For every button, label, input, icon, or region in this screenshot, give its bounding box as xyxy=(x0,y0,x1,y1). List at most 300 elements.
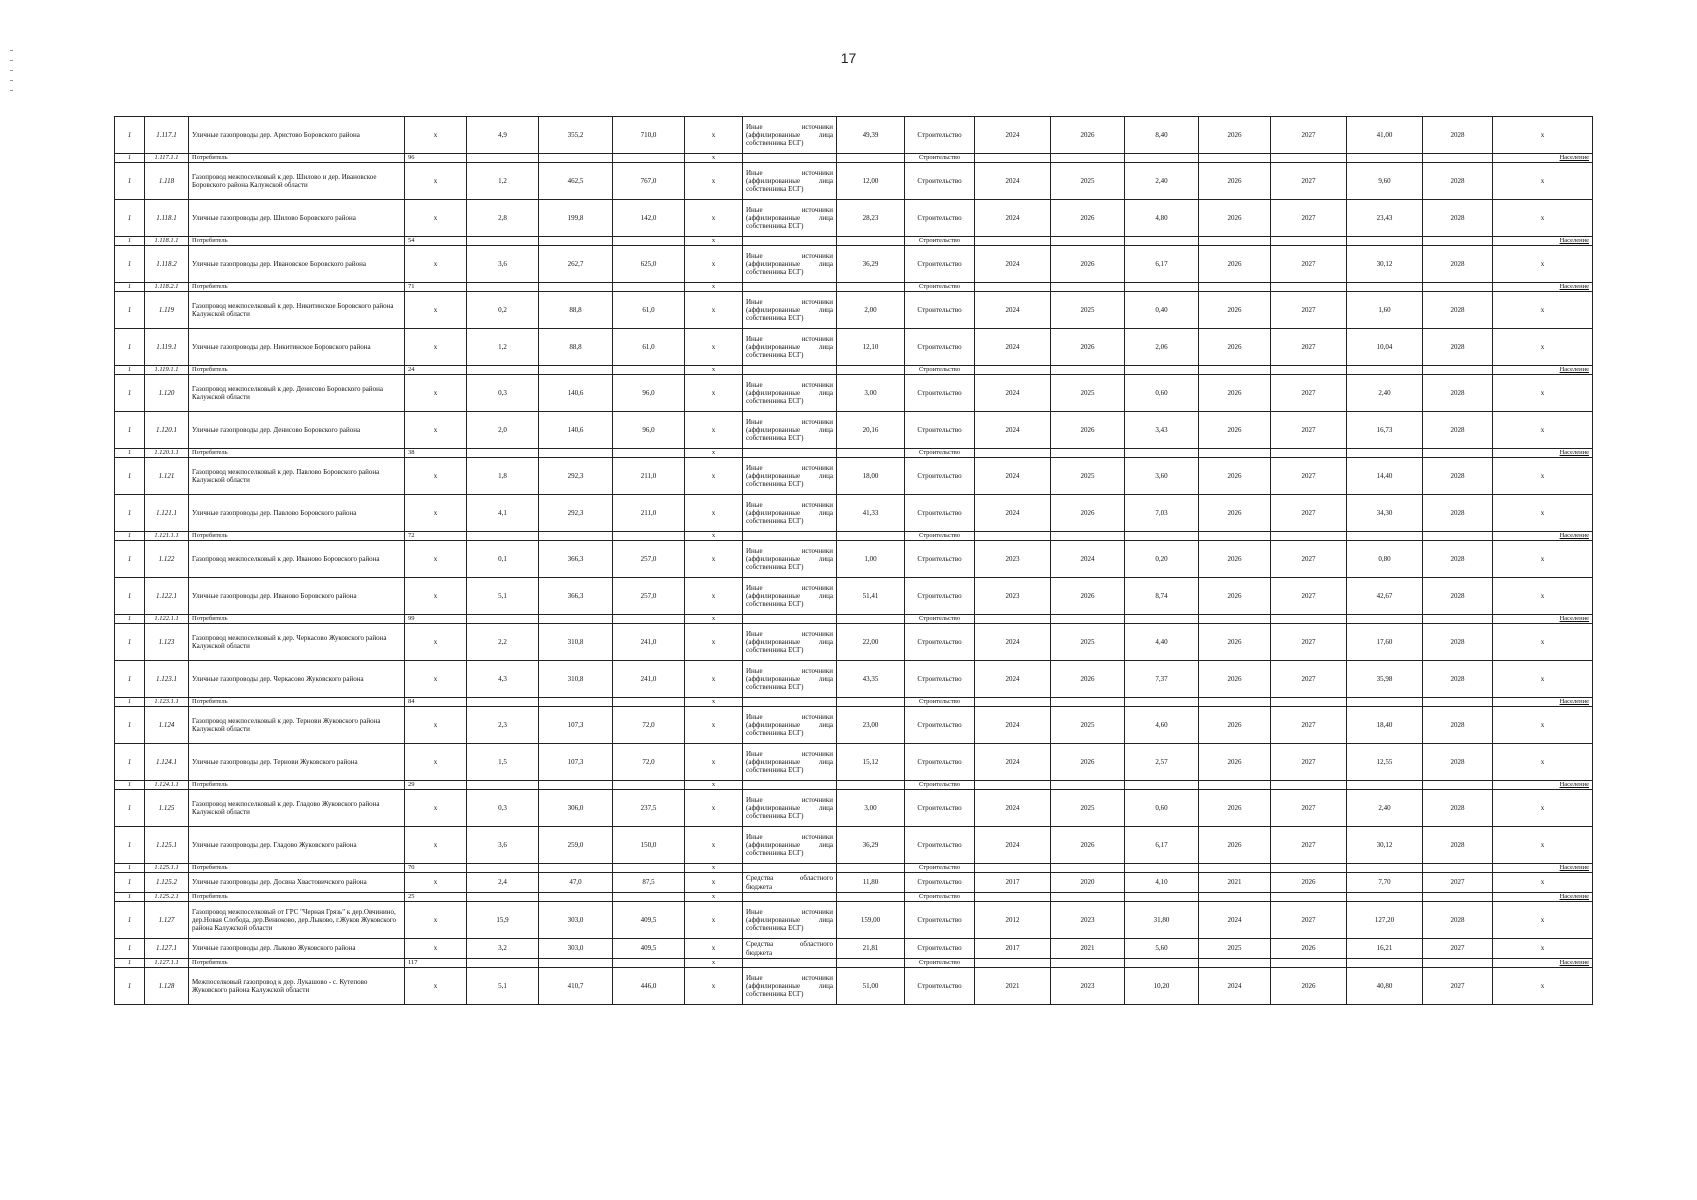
cell-code: 1.123 xyxy=(145,624,189,661)
cell-c1: 1 xyxy=(115,959,145,968)
cell-last: Население xyxy=(1493,237,1593,246)
cell-y2: 2025 xyxy=(1051,458,1125,495)
cell-c7 xyxy=(613,154,685,163)
cell-c6: 259,0 xyxy=(539,827,613,864)
cell-v2: 2,40 xyxy=(1347,790,1423,827)
cell-code: 1.118.2.1 xyxy=(145,283,189,292)
cell-y5: 2028 xyxy=(1423,827,1493,864)
table-body xyxy=(115,117,1593,1005)
cell-y1: 2024 xyxy=(975,744,1051,781)
cell-stage: Строительство xyxy=(905,968,975,1005)
cell-y2 xyxy=(1051,959,1125,968)
cell-name: Газопровод межпоселковый к дер. Никитинское Боровского района Калужской области xyxy=(189,292,405,329)
cell-name: Потребитель xyxy=(189,532,405,541)
cell-v2: 14,40 xyxy=(1347,458,1423,495)
cell-y1: 2024 xyxy=(975,624,1051,661)
cell-stage: Строительство xyxy=(905,744,975,781)
consumer-row xyxy=(115,154,1593,163)
cell-last: х xyxy=(1493,902,1593,939)
cell-y5: 2028 xyxy=(1423,902,1493,939)
cell-length: 4,3 xyxy=(467,661,539,698)
cell-amount: 51,00 xyxy=(837,968,905,1005)
cell-length: 5,1 xyxy=(467,968,539,1005)
cell-c7 xyxy=(613,698,685,707)
cell-c6: 107,3 xyxy=(539,707,613,744)
cell-v1 xyxy=(1125,864,1199,873)
cell-source: Иные источники (аффилированные лица собственника ЕСГ) xyxy=(743,707,837,744)
cell-c4: 72 xyxy=(405,532,467,541)
cell-source: Средства областного бюджета xyxy=(743,939,837,959)
cell-c7 xyxy=(613,781,685,790)
cell-source: Иные источники (аффилированные лица собственника ЕСГ) xyxy=(743,541,837,578)
cell-stage: Строительство xyxy=(905,790,975,827)
cell-code: 1.122.1 xyxy=(145,578,189,615)
cell-name: Потребитель xyxy=(189,893,405,902)
cell-c7: 446,0 xyxy=(613,968,685,1005)
cell-c6 xyxy=(539,864,613,873)
cell-amount xyxy=(837,449,905,458)
cell-c1: 1 xyxy=(115,698,145,707)
cell-length: 1,2 xyxy=(467,329,539,366)
cell-y5: 2028 xyxy=(1423,578,1493,615)
cell-amount xyxy=(837,864,905,873)
cell-y4 xyxy=(1271,781,1347,790)
cell-y3: 2026 xyxy=(1199,495,1271,532)
cell-c4: х xyxy=(405,412,467,449)
cell-y2: 2026 xyxy=(1051,329,1125,366)
cell-stage: Строительство xyxy=(905,578,975,615)
cell-source xyxy=(743,698,837,707)
cell-code: 1.123.1.1 xyxy=(145,698,189,707)
cell-c6: 262,7 xyxy=(539,246,613,283)
cell-c8: х xyxy=(685,893,743,902)
cell-y1: 2023 xyxy=(975,578,1051,615)
cell-c8: х xyxy=(685,827,743,864)
cell-v2 xyxy=(1347,283,1423,292)
cell-last: х xyxy=(1493,117,1593,154)
cell-name: Потребитель xyxy=(189,781,405,790)
cell-last: х xyxy=(1493,412,1593,449)
cell-c4: х xyxy=(405,790,467,827)
cell-y3: 2026 xyxy=(1199,375,1271,412)
cell-y5 xyxy=(1423,781,1493,790)
table-row xyxy=(115,624,1593,661)
cell-length xyxy=(467,959,539,968)
cell-length: 0,3 xyxy=(467,790,539,827)
cell-v2 xyxy=(1347,893,1423,902)
table-row xyxy=(115,707,1593,744)
cell-source: Иные источники (аффилированные лица собственника ЕСГ) xyxy=(743,246,837,283)
cell-y4 xyxy=(1271,449,1347,458)
cell-source xyxy=(743,532,837,541)
cell-y4 xyxy=(1271,864,1347,873)
cell-c1: 1 xyxy=(115,329,145,366)
table-row xyxy=(115,873,1593,893)
cell-y1 xyxy=(975,283,1051,292)
cell-source: Иные источники (аффилированные лица собственника ЕСГ) xyxy=(743,902,837,939)
cell-c6 xyxy=(539,366,613,375)
cell-amount: 49,39 xyxy=(837,117,905,154)
cell-y4: 2027 xyxy=(1271,661,1347,698)
cell-amount: 3,00 xyxy=(837,790,905,827)
cell-v2: 30,12 xyxy=(1347,246,1423,283)
cell-length: 4,1 xyxy=(467,495,539,532)
cell-name: Газопровод межпоселковый к дер. Черкасово Жуковского района Калужской области xyxy=(189,624,405,661)
cell-stage: Строительство xyxy=(905,698,975,707)
cell-y2: 2025 xyxy=(1051,624,1125,661)
cell-source: Иные источники (аффилированные лица собственника ЕСГ) xyxy=(743,578,837,615)
cell-c4: 117 xyxy=(405,959,467,968)
cell-name: Потребитель xyxy=(189,449,405,458)
cell-y3 xyxy=(1199,698,1271,707)
consumer-row xyxy=(115,237,1593,246)
cell-code: 1.121.1.1 xyxy=(145,532,189,541)
cell-y5: 2028 xyxy=(1423,163,1493,200)
cell-c4: х xyxy=(405,292,467,329)
cell-c6: 306,0 xyxy=(539,790,613,827)
cell-y4 xyxy=(1271,532,1347,541)
cell-v1: 4,10 xyxy=(1125,873,1199,893)
cell-y1 xyxy=(975,366,1051,375)
cell-y4 xyxy=(1271,283,1347,292)
cell-c7 xyxy=(613,893,685,902)
cell-last: х xyxy=(1493,292,1593,329)
cell-length xyxy=(467,864,539,873)
cell-c4: х xyxy=(405,902,467,939)
cell-amount: 21,81 xyxy=(837,939,905,959)
cell-name: Потребитель xyxy=(189,283,405,292)
cell-c1: 1 xyxy=(115,237,145,246)
cell-amount: 51,41 xyxy=(837,578,905,615)
cell-c1: 1 xyxy=(115,744,145,781)
cell-c6: 88,8 xyxy=(539,292,613,329)
cell-stage: Строительство xyxy=(905,827,975,864)
cell-c6: 292,3 xyxy=(539,495,613,532)
consumer-row xyxy=(115,959,1593,968)
cell-y3: 2026 xyxy=(1199,661,1271,698)
cell-y4: 2027 xyxy=(1271,412,1347,449)
cell-code: 1.125.1.1 xyxy=(145,864,189,873)
cell-y1: 2017 xyxy=(975,873,1051,893)
cell-c1: 1 xyxy=(115,532,145,541)
cell-y5 xyxy=(1423,154,1493,163)
cell-y3: 2025 xyxy=(1199,939,1271,959)
cell-c4: х xyxy=(405,163,467,200)
cell-v2: 41,00 xyxy=(1347,117,1423,154)
cell-name: Потребитель xyxy=(189,237,405,246)
cell-c8: х xyxy=(685,698,743,707)
cell-c8: х xyxy=(685,163,743,200)
cell-code: 1.127 xyxy=(145,902,189,939)
cell-y2 xyxy=(1051,864,1125,873)
cell-c1: 1 xyxy=(115,495,145,532)
cell-amount: 36,29 xyxy=(837,246,905,283)
consumer-row xyxy=(115,449,1593,458)
cell-v2: 9,60 xyxy=(1347,163,1423,200)
cell-source: Иные источники (аффилированные лица собственника ЕСГ) xyxy=(743,375,837,412)
cell-c6: 366,3 xyxy=(539,541,613,578)
cell-y4: 2026 xyxy=(1271,873,1347,893)
cell-code: 1.119 xyxy=(145,292,189,329)
cell-y5: 2028 xyxy=(1423,458,1493,495)
cell-y5: 2028 xyxy=(1423,246,1493,283)
cell-name: Газопровод межпоселковый к дер. Гладово Жуковского района Калужской области xyxy=(189,790,405,827)
cell-c7: 710,0 xyxy=(613,117,685,154)
cell-stage: Строительство xyxy=(905,532,975,541)
cell-c6 xyxy=(539,154,613,163)
cell-y5 xyxy=(1423,449,1493,458)
cell-c8: х xyxy=(685,968,743,1005)
cell-source: Иные источники (аффилированные лица собственника ЕСГ) xyxy=(743,200,837,237)
cell-amount xyxy=(837,698,905,707)
cell-stage: Строительство xyxy=(905,873,975,893)
cell-y2: 2026 xyxy=(1051,827,1125,864)
cell-c6: 140,6 xyxy=(539,412,613,449)
cell-v1 xyxy=(1125,366,1199,375)
cell-stage: Строительство xyxy=(905,412,975,449)
cell-c8: х xyxy=(685,615,743,624)
cell-stage: Строительство xyxy=(905,329,975,366)
cell-c1: 1 xyxy=(115,939,145,959)
cell-last: х xyxy=(1493,200,1593,237)
cell-c7: 767,0 xyxy=(613,163,685,200)
cell-y2: 2026 xyxy=(1051,661,1125,698)
cell-y1: 2024 xyxy=(975,458,1051,495)
table-row xyxy=(115,117,1593,154)
cell-c4: 71 xyxy=(405,283,467,292)
cell-v1: 4,40 xyxy=(1125,624,1199,661)
cell-v2: 7,70 xyxy=(1347,873,1423,893)
cell-c4: 84 xyxy=(405,698,467,707)
cell-c6: 310,8 xyxy=(539,624,613,661)
cell-name: Газопровод межпоселковый к дер. Иваново Боровского района xyxy=(189,541,405,578)
cell-stage: Строительство xyxy=(905,939,975,959)
cell-source xyxy=(743,615,837,624)
cell-last: Население xyxy=(1493,615,1593,624)
cell-amount: 28,23 xyxy=(837,200,905,237)
cell-y3: 2026 xyxy=(1199,707,1271,744)
cell-code: 1.118 xyxy=(145,163,189,200)
cell-c7: 241,0 xyxy=(613,661,685,698)
cell-v2: 42,67 xyxy=(1347,578,1423,615)
cell-v1: 5,60 xyxy=(1125,939,1199,959)
cell-c6: 88,8 xyxy=(539,329,613,366)
cell-code: 1.127.1.1 xyxy=(145,959,189,968)
cell-name: Потребитель xyxy=(189,864,405,873)
cell-v1: 7,37 xyxy=(1125,661,1199,698)
cell-length xyxy=(467,154,539,163)
cell-c6: 355,2 xyxy=(539,117,613,154)
cell-c8: х xyxy=(685,790,743,827)
cell-source: Иные источники (аффилированные лица собственника ЕСГ) xyxy=(743,458,837,495)
cell-amount xyxy=(837,366,905,375)
cell-c7: 211,0 xyxy=(613,495,685,532)
cell-y3: 2026 xyxy=(1199,624,1271,661)
cell-v1: 3,60 xyxy=(1125,458,1199,495)
cell-last: Население xyxy=(1493,781,1593,790)
cell-last: х xyxy=(1493,827,1593,864)
cell-y2 xyxy=(1051,237,1125,246)
consumer-row xyxy=(115,283,1593,292)
cell-y2 xyxy=(1051,698,1125,707)
cell-code: 1.117.1 xyxy=(145,117,189,154)
cell-last: х xyxy=(1493,939,1593,959)
cell-code: 1.122 xyxy=(145,541,189,578)
data-table xyxy=(114,116,1593,1005)
scan-margin-marks xyxy=(10,50,14,110)
cell-c7: 257,0 xyxy=(613,541,685,578)
cell-c1: 1 xyxy=(115,615,145,624)
cell-y4: 2027 xyxy=(1271,375,1347,412)
cell-c1: 1 xyxy=(115,893,145,902)
cell-source xyxy=(743,893,837,902)
cell-last: х xyxy=(1493,624,1593,661)
cell-amount: 15,12 xyxy=(837,744,905,781)
cell-c8: х xyxy=(685,200,743,237)
cell-y3: 2026 xyxy=(1199,578,1271,615)
cell-v1: 0,40 xyxy=(1125,292,1199,329)
cell-c4: х xyxy=(405,827,467,864)
cell-c6 xyxy=(539,781,613,790)
cell-stage: Строительство xyxy=(905,781,975,790)
cell-amount xyxy=(837,893,905,902)
cell-stage: Строительство xyxy=(905,292,975,329)
cell-v2 xyxy=(1347,864,1423,873)
cell-amount: 3,00 xyxy=(837,375,905,412)
cell-v1: 4,60 xyxy=(1125,707,1199,744)
cell-v1: 2,57 xyxy=(1125,744,1199,781)
cell-v1: 8,40 xyxy=(1125,117,1199,154)
cell-y3 xyxy=(1199,283,1271,292)
cell-c7: 237,5 xyxy=(613,790,685,827)
cell-c7: 409,5 xyxy=(613,902,685,939)
cell-c8: х xyxy=(685,781,743,790)
cell-c4: х xyxy=(405,200,467,237)
cell-y3 xyxy=(1199,366,1271,375)
cell-length xyxy=(467,781,539,790)
cell-c4: х xyxy=(405,578,467,615)
cell-source: Иные источники (аффилированные лица собственника ЕСГ) xyxy=(743,117,837,154)
cell-c7: 257,0 xyxy=(613,578,685,615)
cell-c4: х xyxy=(405,329,467,366)
cell-y3: 2024 xyxy=(1199,902,1271,939)
cell-y5 xyxy=(1423,959,1493,968)
cell-c4: х xyxy=(405,458,467,495)
cell-y5: 2028 xyxy=(1423,200,1493,237)
cell-v2 xyxy=(1347,532,1423,541)
cell-v2 xyxy=(1347,449,1423,458)
cell-y2: 2026 xyxy=(1051,578,1125,615)
cell-y3 xyxy=(1199,154,1271,163)
cell-source: Иные источники (аффилированные лица собственника ЕСГ) xyxy=(743,292,837,329)
cell-y3: 2024 xyxy=(1199,968,1271,1005)
cell-y1: 2024 xyxy=(975,707,1051,744)
cell-name: Потребитель xyxy=(189,959,405,968)
cell-v1: 0,60 xyxy=(1125,790,1199,827)
cell-source xyxy=(743,154,837,163)
cell-c4: х xyxy=(405,707,467,744)
table-row xyxy=(115,200,1593,237)
cell-c8: х xyxy=(685,707,743,744)
page-number: 17 xyxy=(840,50,857,66)
cell-y3 xyxy=(1199,781,1271,790)
cell-v2: 40,80 xyxy=(1347,968,1423,1005)
table-row xyxy=(115,412,1593,449)
investment-program-table xyxy=(114,116,1592,1005)
cell-length: 0,3 xyxy=(467,375,539,412)
cell-source xyxy=(743,449,837,458)
cell-last: х xyxy=(1493,495,1593,532)
cell-c7: 96,0 xyxy=(613,412,685,449)
cell-y1: 2024 xyxy=(975,495,1051,532)
cell-y3: 2026 xyxy=(1199,163,1271,200)
cell-y1 xyxy=(975,893,1051,902)
cell-v2: 1,60 xyxy=(1347,292,1423,329)
cell-y2: 2025 xyxy=(1051,790,1125,827)
cell-name: Уличные газопроводы дер. Лыково Жуковского района xyxy=(189,939,405,959)
cell-last: х xyxy=(1493,661,1593,698)
table-row xyxy=(115,827,1593,864)
cell-y3 xyxy=(1199,449,1271,458)
cell-code: 1.123.1 xyxy=(145,661,189,698)
cell-amount: 159,00 xyxy=(837,902,905,939)
cell-c7: 150,0 xyxy=(613,827,685,864)
cell-c1: 1 xyxy=(115,154,145,163)
cell-v1: 10,20 xyxy=(1125,968,1199,1005)
cell-y4: 2026 xyxy=(1271,939,1347,959)
cell-source: Иные источники (аффилированные лица собственника ЕСГ) xyxy=(743,968,837,1005)
cell-last: х xyxy=(1493,968,1593,1005)
cell-y5 xyxy=(1423,615,1493,624)
cell-y1: 2017 xyxy=(975,939,1051,959)
cell-length: 3,6 xyxy=(467,246,539,283)
cell-c8: х xyxy=(685,412,743,449)
cell-y4: 2027 xyxy=(1271,790,1347,827)
cell-y4: 2027 xyxy=(1271,458,1347,495)
cell-v1: 2,40 xyxy=(1125,163,1199,200)
cell-y1 xyxy=(975,781,1051,790)
cell-length xyxy=(467,449,539,458)
cell-amount: 20,16 xyxy=(837,412,905,449)
cell-y5: 2028 xyxy=(1423,541,1493,578)
cell-y4: 2027 xyxy=(1271,495,1347,532)
cell-last: х xyxy=(1493,541,1593,578)
cell-y4: 2027 xyxy=(1271,541,1347,578)
cell-v1 xyxy=(1125,615,1199,624)
cell-y4: 2027 xyxy=(1271,827,1347,864)
cell-y5: 2027 xyxy=(1423,873,1493,893)
cell-name: Потребитель xyxy=(189,615,405,624)
cell-c4: х xyxy=(405,495,467,532)
cell-c8: х xyxy=(685,578,743,615)
cell-y2: 2021 xyxy=(1051,939,1125,959)
cell-c1: 1 xyxy=(115,624,145,661)
cell-name: Уличные газопроводы дер. Черкасово Жуковского района xyxy=(189,661,405,698)
cell-v2: 18,40 xyxy=(1347,707,1423,744)
cell-c4: х xyxy=(405,541,467,578)
cell-y5 xyxy=(1423,864,1493,873)
cell-y5: 2028 xyxy=(1423,707,1493,744)
cell-c6 xyxy=(539,237,613,246)
cell-c1: 1 xyxy=(115,661,145,698)
cell-stage: Строительство xyxy=(905,458,975,495)
cell-y5: 2028 xyxy=(1423,329,1493,366)
cell-name: Потребитель xyxy=(189,154,405,163)
cell-c1: 1 xyxy=(115,790,145,827)
cell-y5: 2028 xyxy=(1423,624,1493,661)
cell-y2: 2020 xyxy=(1051,873,1125,893)
cell-c7: 241,0 xyxy=(613,624,685,661)
